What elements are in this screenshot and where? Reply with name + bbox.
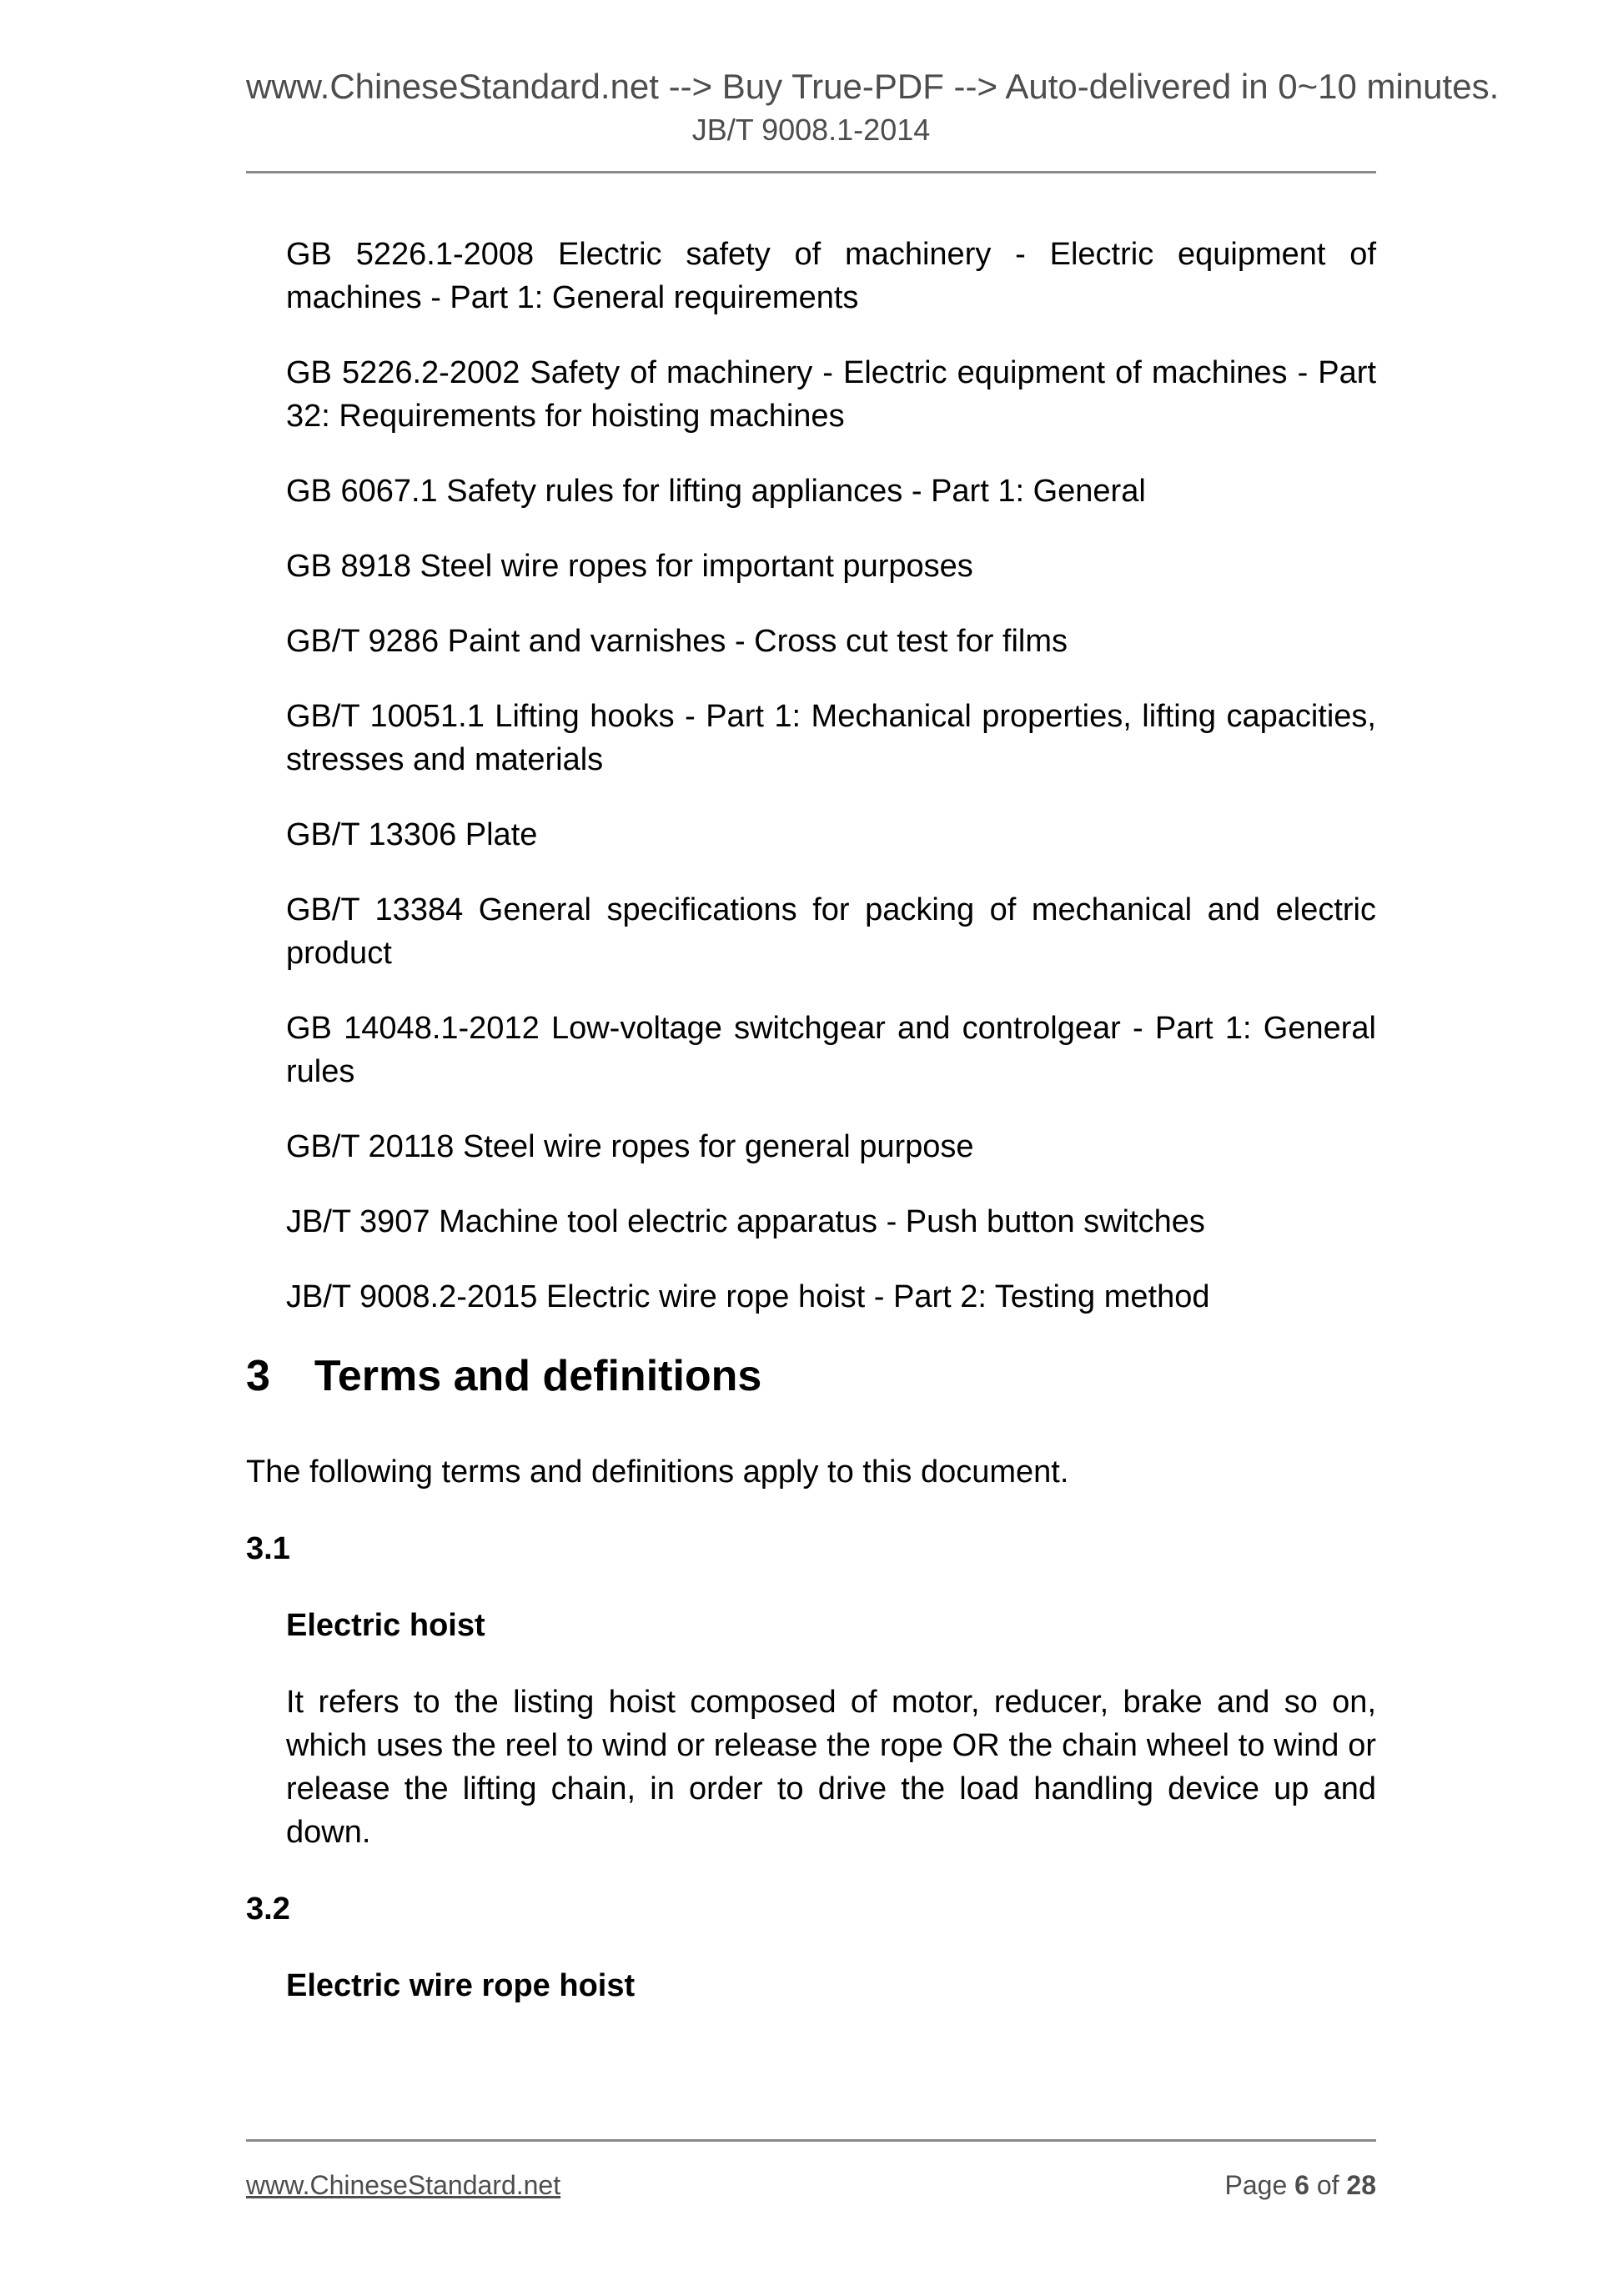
section-title: Terms and definitions (314, 1352, 762, 1400)
footer (246, 2139, 1376, 2202)
page-prefix: Page (1224, 2170, 1288, 2200)
reference-item: GB/T 9286 Paint and varnishes - Cross cut test for films (286, 624, 1068, 659)
section-intro: The following terms and definitions apply to this document. (246, 1454, 1069, 1490)
term-electric-hoist: Electric hoist (286, 1608, 485, 1643)
document-number: JB/T 9008.1-2014 (691, 113, 931, 147)
section-number: 3 (246, 1352, 270, 1400)
reference-item: GB 5226.2-2002 Safety of machinery - Electric equipment of machines - Part 32: Requirements for hoisting machines (286, 355, 1376, 434)
reference-item: GB 6067.1 Safety rules for lifting appliances - Part 1: General (286, 474, 1146, 509)
footer-link[interactable]: www.ChineseStandard.net (246, 2170, 561, 2200)
reference-item: GB 5226.1-2008 Electric safety of machinery - Electric equipment of machines - Part 1: General requirements (286, 237, 1376, 315)
header (246, 0, 1500, 173)
subsection-number-3-2: 3.2 (246, 1892, 290, 1927)
term-electric-wire-rope-hoist: Electric wire rope hoist (286, 1968, 636, 2003)
reference-item: GB/T 20118 Steel wire ropes for general purpose (286, 1129, 974, 1164)
page-number: 6 (1294, 2170, 1309, 2200)
reference-item: GB 14048.1-2012 Low-voltage switchgear and controlgear - Part 1: General rules (286, 1011, 1376, 1089)
page-total: 28 (1346, 2170, 1376, 2200)
header-divider (246, 171, 1376, 173)
footer-divider (246, 2139, 1376, 2142)
reference-item: GB/T 13384 General specifications for packing of mechanical and electric product (286, 892, 1376, 971)
reference-item: GB/T 10051.1 Lifting hooks - Part 1: Mechanical properties, lifting capacities, stresses and materials (286, 699, 1376, 777)
section-heading (246, 1350, 1376, 1402)
reference-item: GB/T 13306 Plate (286, 817, 538, 852)
subsection-number-3-1: 3.1 (246, 1531, 290, 1566)
reference-item: JB/T 9008.2-2015 Electric wire rope hoist - Part 2: Testing method (286, 1279, 1210, 1314)
reference-item: JB/T 3907 Machine tool electric apparatus - Push button switches (286, 1204, 1205, 1239)
normative-references-list (246, 233, 1376, 1319)
page-indicator (1225, 2168, 1376, 2202)
reference-item: GB 8918 Steel wire ropes for important purposes (286, 549, 973, 584)
definition-paragraph: It refers to the listing hoist composed of motor, reducer, brake and so on, which uses the reel to wind or release the rope OR the chain wheel to wind or release the lifting chain, in order to drive the load handling device up and down. (286, 1685, 1376, 1850)
page-of-label: of (1316, 2170, 1339, 2200)
header-banner-text: www.ChineseStandard.net --> Buy True-PDF --> Auto-delivered in 0~10 minutes. (246, 67, 1500, 106)
